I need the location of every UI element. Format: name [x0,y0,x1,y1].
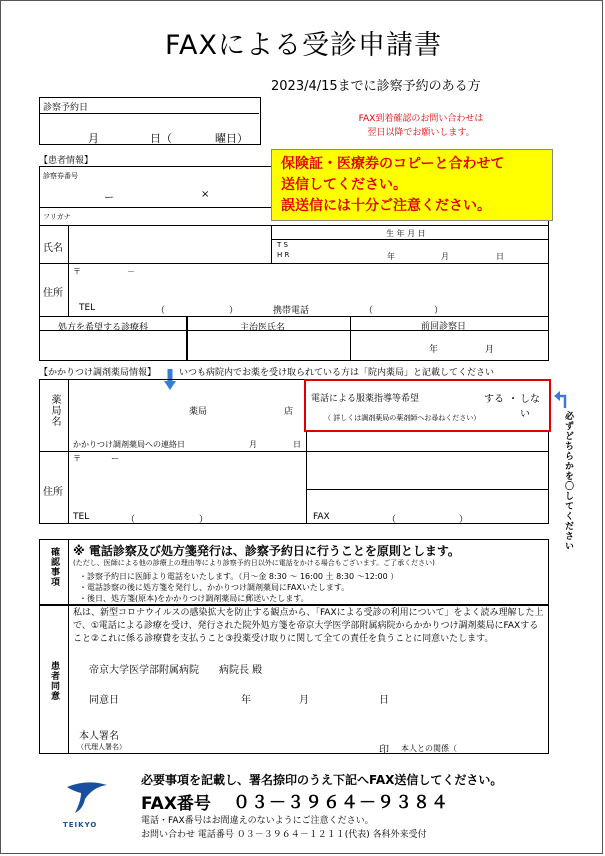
relation-label: 本人との関係（ [401,744,457,753]
pharmacy-label: 薬局 [189,407,208,417]
guidance-separator: ・ [508,394,518,405]
address-label: 住所 [43,288,63,299]
consent-day: 日 [379,695,389,706]
pharmacy-postal-dash: ー [111,454,119,463]
store-label: 店 [284,407,294,417]
pharmacy-fax-paren-close: ） [459,515,469,525]
pharmacy-fax-paren-open: （ [387,515,397,525]
fax-number-label: FAX番号 [141,794,211,814]
guidance-yes-option[interactable]: する [484,394,504,405]
inquiry-phone: お問い合わせ 電話番号 ０３－３９６４－１２１１(代表) 各科外来受付 [141,830,427,840]
exam-date-label: 診察予約日 [43,103,89,113]
birth-month: 月 [441,252,449,261]
contact-month: 月 [249,440,257,449]
doctor-box [187,316,351,361]
pharmacy-note: いつも病院内でお薬を受け取られている方は「院内薬局」と記載してください [179,368,495,378]
pharmacy-postal-mark: 〒 [73,454,81,463]
form-title: FAXによる受診申請書 [164,30,443,61]
teikyo-logo-text: TEIKYO [63,821,98,829]
birth-date-label: 生 年 月 日 [386,229,426,238]
mobile-paren-open: （ [364,306,374,316]
era-ts: T S [277,241,288,249]
guidance-note: （ 詳しくは調剤薬局の薬剤師へお尋ねください） [324,414,481,422]
pharmacy-section-title: 【かかりつけ調剤薬局情報】 [39,368,157,378]
pharmacy-address-label: 住所 [43,487,63,498]
consent-month: 月 [299,695,309,706]
last-visit-month: 月 [485,345,495,355]
exam-weekday: 曜日） [215,132,248,145]
dept-label: 処方を希望する診療科 [58,323,149,333]
confirm-item: ・電話診察の後に処方箋を発行し、かかりつけ調剤薬局にFAXいたします。 [79,583,350,592]
dept-box [39,316,187,361]
name-label: 氏名 [43,243,63,254]
confirm-label: 確認事項 [49,547,59,587]
confirm-main-text: ※ 電話診察及び処方箋発行は、診察予約日に行うことを原則とします。 [73,544,460,558]
last-visit-year: 年 [429,345,439,355]
confirm-sub-text: (ただし、医師による他の診療上の理由等により診察予約日以外に電話をかける場合もございます。ご了承ください) [73,559,435,567]
birth-day: 日 [496,252,504,261]
patient-id-dash: ー [104,193,114,204]
signature-label: 本人署名 [79,731,119,742]
consent-addressee: 帝京大学医学部附属病院 病院長 殿 [89,665,263,676]
teikyo-logo-icon [63,777,111,817]
birth-year: 年 [387,252,395,261]
seal-mark: 印 [379,745,389,756]
exam-date-box [39,97,261,145]
mobile-label: 携帯電話 [273,306,310,316]
fax-instruction: 必要事項を記載し、署名捺印のうえ下記へFAX送信してください。 [141,773,503,787]
patient-id-check: × [201,189,210,200]
tel-label: TEL [79,303,96,313]
pharmacy-tel-paren-open: （ [126,515,136,525]
exam-month: 月 [88,132,99,145]
patient-id-label: 診察券番号 [43,172,78,180]
pharmacy-fax-label: FAX [313,512,330,522]
contact-day: 日 [293,440,301,449]
tel-paren-open: （ [156,306,166,316]
form-subtitle: 2023/4/15までに診察予約のある方 [271,79,481,94]
furigana-label: フリガナ [43,213,71,221]
curved-arrow-icon [554,389,568,409]
pharmacy-tel-paren-close: ） [199,515,209,525]
consent-label: 患者同意 [49,661,59,701]
insurance-copy-notice: 保険証・医療券のコピーと合わせて 送信してください。 誤送信には十分ご注意ください。 [271,149,553,221]
fax-confirm-notice: FAX到着確認のお問い合わせは 翌日以降でお願いします。 [358,114,484,138]
consent-text: 私は、新型コロナウイルスの感染拡大を防止する観点から、「FAXによる受診の利用について」をよく読み理解した上で、①電話による診療を受け、発行された院外処方箋を帝京大学医学部附属病院からかかりつけ調剤薬局にFAXすること②これに係る診療費を支払うこと③投薬受け取りに関して全ての責任を負うことに同意いたします。 [73,608,544,644]
pharmacy-tel-label: TEL [73,512,90,522]
patient-section-title: 【患者情報】 [39,156,94,166]
postal-dash: － [127,267,135,276]
select-one-side-note: 必ずどちらかを〇してください [563,411,573,551]
confirm-item: ・後日、処方箋(原本)をかかりつけ調剤薬局に郵送いたします。 [79,594,309,603]
doctor-label: 主治医氏名 [240,323,286,333]
era-hr: H R [277,251,290,259]
guidance-label[interactable]: 電話による服薬指導等希望 [311,394,420,404]
fax-number: ０３－３９６４－９３８４ [233,793,449,813]
guidance-box [304,379,551,432]
exam-day: 日（ [150,132,172,145]
tel-paren-close: ） [229,306,239,316]
last-visit-label: 前回診察日 [421,322,467,332]
contact-date-label: かかりつけ調剤薬局への連絡日 [73,440,185,449]
consent-year: 年 [241,695,251,706]
consent-date-label: 同意日 [89,695,119,706]
mobile-paren-close: ） [434,306,444,316]
fax-caution-note: 電話・FAX番号はお間違えのないようにご注意ください。 [141,816,374,826]
postal-mark: 〒 [73,267,81,276]
guidance-no-option[interactable]: しない [520,394,540,420]
proxy-signature-label: （代理人署名） [77,743,126,751]
pharmacy-name-label: 薬局名 [49,394,60,427]
confirm-item: ・診察予約日に医師より電話をいたします。（月～金 8:30 ～ 16:00 土 8:30 ～12:00 ） [79,572,399,581]
confirm-items [79,571,398,604]
